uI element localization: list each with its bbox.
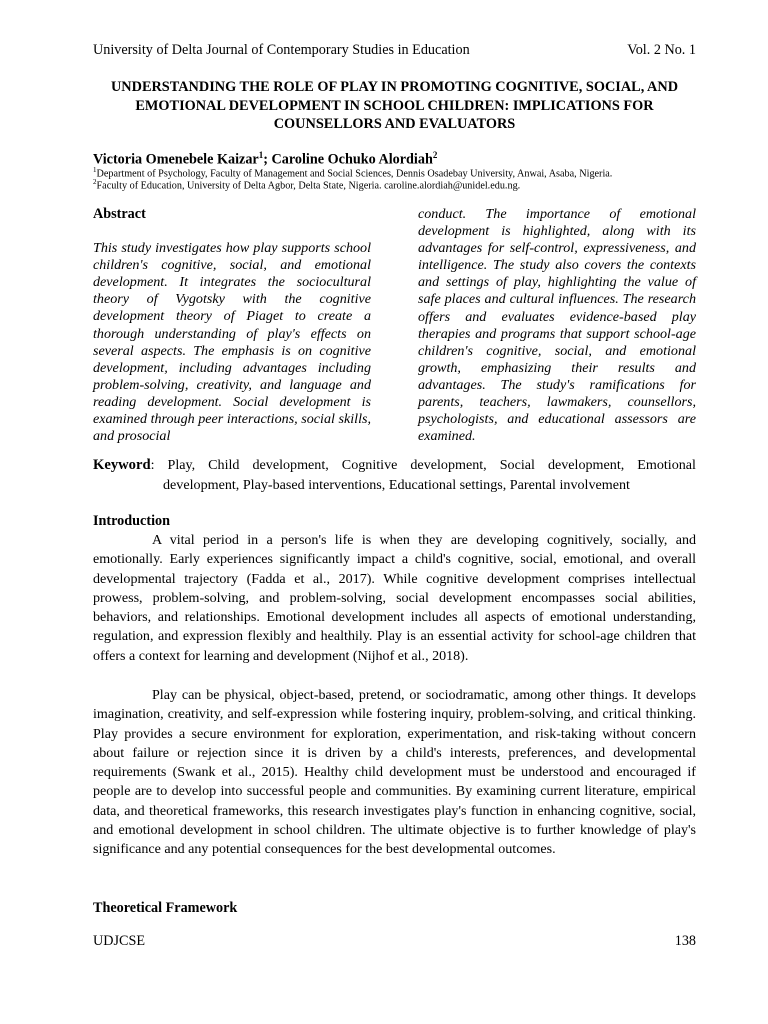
affiliation-1-text: Department of Psychology, Faculty of Management and Social Sciences, Dennis Osadebay University, Anwai, Asaba, Nigeria. [96,168,613,180]
keywords-separator: : [150,457,168,473]
abstract-column-right [418,206,696,445]
page-footer [93,933,696,950]
affiliation-1-marker: 1 [93,166,97,174]
theoretical-framework-heading: Theoretical Framework [93,900,238,916]
abstract-heading: Abstract [93,206,146,222]
affiliation-2-text: Faculty of Education, University of Delta Agbor, Delta State, Nigeria. caroline.alordiah@unidel.edu.ng. [96,180,521,192]
running-header [93,42,696,59]
abstract-column-left [93,206,371,445]
author-2-superscript: 2 [432,150,438,160]
introduction-paragraph-2 [93,686,696,860]
affiliation-2-marker: 2 [93,178,97,186]
affiliation-2 [93,176,696,192]
abstract-text-right: conduct. The importance of emotional development is highlighted, along with its advantages for self-control, expressiveness, and intelligence. The study also covers the contexts and settings of play, highlighting the value of safe places and cultural influences. The research offers and evaluates evidence-based play therapies and programs that support school-age children's cognitive, social, and emotional growth, emphasizing their results and advantages. The study's ramifications for parents, teachers, lawmakers, counsellors, psychologists, and educational assessors are examined. [418,206,696,445]
footer-journal-abbr: UDJCSE [93,933,146,949]
author-1: Victoria Omenebele Kaizar [93,151,259,168]
article-title: UNDERSTANDING THE ROLE OF PLAY IN PROMOTING COGNITIVE, SOCIAL, AND EMOTIONAL DEVELOPMENT IN SCHOOL CHILDREN: IMPLICATIONS FOR COUNSELLORS AND EVALUATORS [110,79,679,132]
introduction-heading: Introduction [93,513,170,529]
keywords-text: Play, Child development, Cognitive development, Social development, Emotional development, Play-based interventions, Educational settings, Parental involvement [163,457,696,493]
author-1-superscript: 1 [258,150,264,160]
keywords-label: Keyword [93,457,151,473]
author-2: Caroline Ochuko Alordiah [271,151,433,168]
introduction-paragraph-1 [93,531,696,666]
page-number: 138 [674,933,696,949]
keywords [93,456,696,495]
paragraph-text: Play can be physical, object-based, pretend, or sociodramatic, among other things. It develops imagination, creativity, and self-expression while fostering inquiry, problem-solving, and critical thinking. Play provides a secure environment for exploration, experimentation, and risk-taking without concern about failure or rejection since it is driven by a child's interests, preferences, and developmental requirements (Swank et al., 2015). Healthy child development must be understood and encouraged if people are to develop into successful people and communities. By examining current literature, empirical data, and theoretical frameworks, this research investigates play's function in enhancing cognitive, social, and emotional development in school children. The ultimate objective is to further knowledge of play's significance and any potential consequences for the best developmental outcomes. [93,687,696,858]
volume-number: Vol. 2 No. 1 [627,42,696,58]
journal-name: University of Delta Journal of Contemporary Studies in Education [93,42,470,58]
author-separator: ; [263,151,272,168]
abstract-text-left: This study investigates how play supports school children's cognitive, social, and emotional development. It integrates the sociocultural theory of Vygotsky with the cognitive development theory of Piaget to create a thorough understanding of play's effects on several aspects. The emphasis is on cognitive development, including advantages including problem-solving, creativity, and language and reading development. Social development is examined through peer interactions, social skills, and prosocial [93,240,371,445]
paragraph-text: A vital period in a person's life is when they are developing cognitively, socially, and emotionally. Early experiences significantly impact a child's cognitive, social, emotional, and overall developmental trajectory (Fadda et al., 2017). While cognitive development comprises intellectual prowess, problem-solving, and problem-solving, social development encompasses social abilities, behaviors, and relationships. Emotional development includes all aspects of emotional understanding, regulation, and expression flexibly and healthily. Play is an essential activity for school-age children that offers a context for learning and development (Nijhof et al., 2018). [93,532,696,664]
